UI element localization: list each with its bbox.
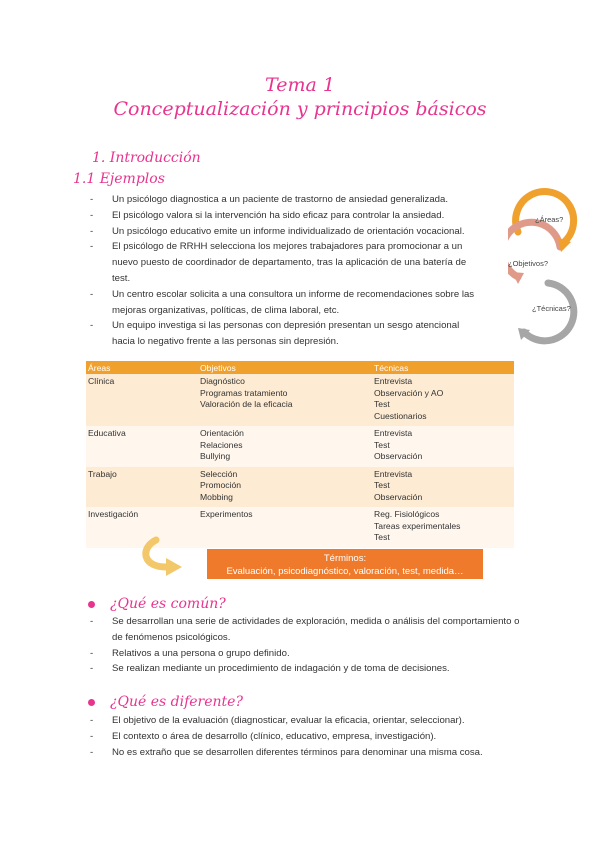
table-cell-objetivo: Bullying (200, 451, 231, 461)
table-header: Objetivos (198, 361, 372, 374)
table-cell-tecnica: Entrevista (374, 428, 413, 438)
table-cell-tecnica: Test (374, 480, 390, 490)
curved-arrow-icon (138, 536, 188, 578)
table-cell-objetivo: Orientación (200, 428, 244, 438)
cycle-diagram (508, 180, 600, 350)
list-item: - Un centro escolar solicita a una consultora un informe de recomendaciones sobre las mejoras organizativas, políticas, de clima laboral, etc. (90, 287, 482, 319)
table-cell-objetivo: Experimentos (200, 509, 253, 519)
table-row (86, 426, 514, 467)
table-row (86, 374, 514, 426)
list-item: - Se desarrollan una serie de actividades de exploración, medida o análisis del comportamiento o de fenómenos psicológicos. (90, 614, 530, 646)
table-cell-objetivo: Valoración de la eficacia (200, 399, 293, 409)
table-cell-objetivo: Promoción (200, 480, 242, 490)
cycle-label-objetivos: ¿Objetivos? (508, 259, 549, 268)
table-cell-tecnica: Test (374, 439, 390, 450)
different-heading: ¿Qué es diferente? (92, 694, 243, 710)
table-cell-area: Investigación (88, 509, 139, 519)
terms-box (207, 549, 483, 579)
table-cell-objetivo: Relaciones (200, 439, 243, 450)
table-cell-tecnica: Test (374, 399, 390, 409)
table-cell-tecnica: Reg. Fisiológicos (374, 509, 440, 519)
terms-text: Evaluación, psicodiagnóstico, valoración, test, medida… (226, 566, 464, 577)
table-cell-tecnica: Test (374, 532, 390, 542)
list-item: - El psicólogo de RRHH selecciona los mejores trabajadores para promocionar a un nuevo puesto de coordinador de departamento, tras la aplicación de una batería de test. (90, 239, 482, 286)
terms-title: Términos: (323, 553, 367, 564)
table-cell-tecnica: Entrevista (374, 468, 413, 479)
areas-table (86, 361, 514, 548)
table-cell-tecnica: Entrevista (374, 376, 413, 386)
table-cell-objetivo: Programas tratamiento (200, 387, 288, 398)
table-header-row (86, 361, 514, 374)
table-header: Técnicas (372, 361, 514, 374)
list-item: - Un psicólogo educativo emite un informe individualizado de orientación vocacional. (90, 224, 482, 240)
table-cell-area: Trabajo (88, 468, 117, 479)
table-cell-tecnica: Tareas experimentales (374, 520, 461, 531)
table-cell-tecnica: Observación (374, 491, 423, 502)
common-heading: ¿Qué es común? (92, 596, 226, 612)
list-item: - No es extraño que se desarrollen diferentes términos para denominar una misma cosa. (90, 745, 530, 761)
list-item: - El objetivo de la evaluación (diagnosticar, evaluar la eficacia, orientar, seleccionar). (90, 713, 530, 729)
table-cell-tecnica: Cuestionarios (374, 410, 427, 421)
table-cell-objetivo: Mobbing (200, 491, 233, 502)
table-cell-area: Educativa (88, 428, 126, 438)
list-item: - Relativos a una persona o grupo definido. (90, 646, 530, 662)
table-row (86, 467, 514, 508)
cycle-label-areas: ¿Áreas? (535, 215, 564, 224)
common-list (90, 614, 530, 677)
subsection-heading: 1.1 Ejemplos (73, 171, 165, 187)
table-cell-tecnica: Observación (374, 451, 423, 461)
page-title: Tema 1 (265, 74, 335, 96)
examples-list (90, 192, 482, 350)
table-cell-tecnica: Observación y AO (374, 387, 444, 398)
table-cell-area: Clínica (88, 376, 115, 386)
page-subtitle: Conceptualización y principios básicos (113, 98, 487, 120)
section-heading: 1. Introducción (92, 150, 201, 166)
cycle-label-tecnicas: ¿Técnicas? (532, 304, 571, 313)
list-item: - Un psicólogo diagnostica a un paciente de trastorno de ansiedad generalizada. (90, 192, 482, 208)
list-item: - El psicólogo valora si la intervención ha sido eficaz para controlar la ansiedad. (90, 208, 482, 224)
bullet-icon (88, 601, 95, 608)
cycle-arc-objetivos (508, 222, 560, 277)
table-cell-objetivo: Selección (200, 468, 238, 479)
table-cell-objetivo: Diagnóstico (200, 376, 245, 386)
bullet-icon (88, 699, 95, 706)
list-item: - Se realizan mediante un procedimiento de indagación y de toma de decisiones. (90, 661, 530, 677)
table-header: Áreas (86, 361, 198, 374)
list-item: - Un equipo investiga si las personas con depresión presentan un sesgo atencional hacia lo negativo frente a las personas sin depresión. (90, 318, 482, 350)
list-item: - El contexto o área de desarrollo (clínico, educativo, empresa, investigación). (90, 729, 530, 745)
different-list (90, 713, 530, 760)
